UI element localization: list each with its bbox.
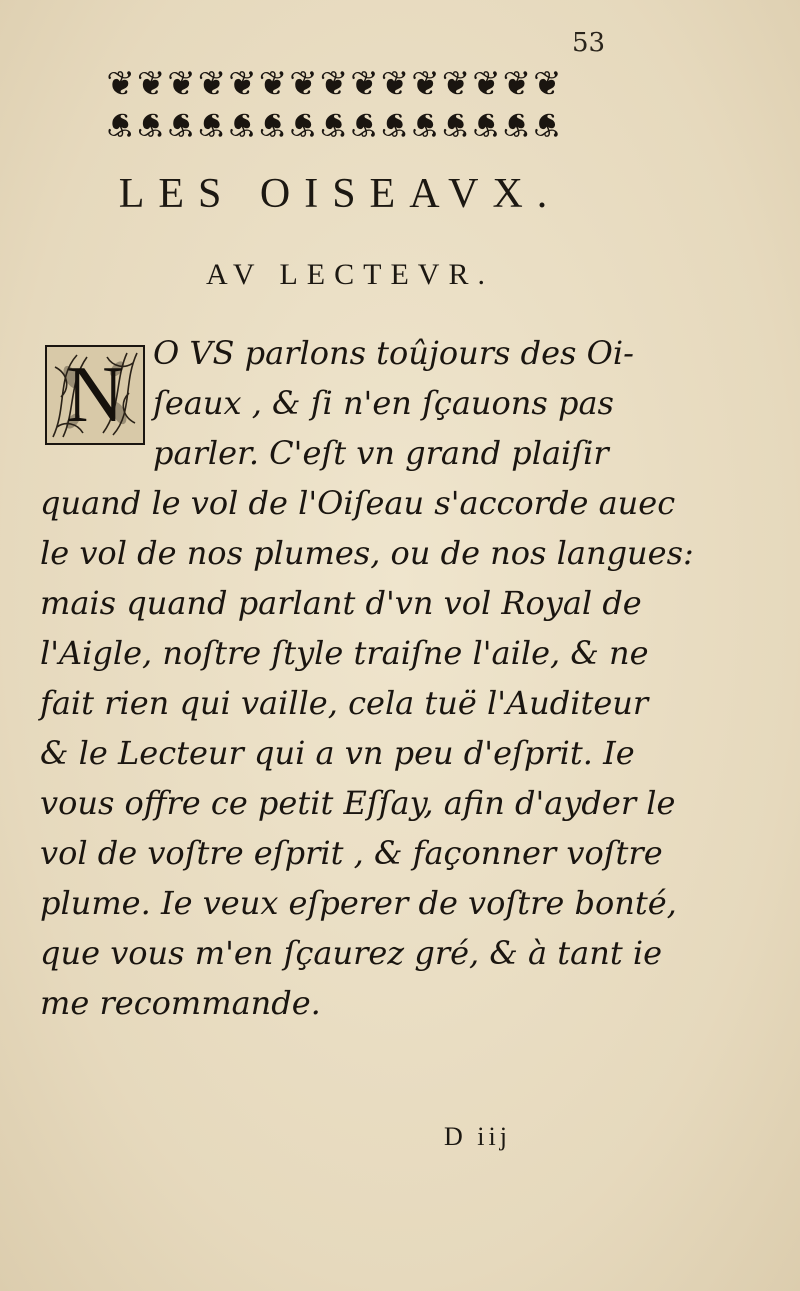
text-line: & le Lecteur qui a vn peu d'eſprit. Ie: [40, 734, 635, 772]
text-line: ſeaux , & ſi n'en ſçauons pas: [153, 384, 614, 422]
text-line: que vous m'en ſçaurez gré, & à tant ie: [40, 934, 663, 972]
text-line: l'Aigle, noſtre ſtyle traiſne l'aile, & ne: [40, 634, 649, 672]
text-line: vol de voſtre eſprit , & façonner voſtre: [40, 834, 663, 872]
text-line: O VS parlons toûjours des Oi-: [153, 334, 634, 372]
text-line: mais quand parlant d'vn vol Royal de: [40, 584, 642, 622]
chapter-subtitle: AV LECTEVR.: [206, 258, 494, 291]
body-text: [40, 328, 694, 1028]
chapter-title: LES OISEAVX.: [118, 171, 562, 217]
page-number: 53: [572, 28, 606, 58]
headpiece-ornament: [40, 64, 630, 144]
text-line: le vol de nos plumes, ou de nos langues:: [40, 534, 694, 572]
text-line: plume. Ie veux eſperer de voſtre bonté,: [40, 884, 677, 922]
text-line: parler. C'eſt vn grand plaiſir: [153, 434, 609, 472]
ornament-row-top: ❦❦❦❦❦❦❦❦❦❦❦❦❦❦❦: [106, 64, 564, 104]
drop-cap-letter: N: [66, 351, 124, 439]
signature-mark: D iij: [444, 1122, 511, 1151]
text-line: me recommande.: [40, 984, 321, 1022]
text-line: quand le vol de l'Oiſeau s'accorde auec: [40, 484, 676, 522]
text-line: vous offre ce petit Eſſay, afin d'ayder le: [40, 784, 676, 822]
text-line: fait rien qui vaille, cela tuë l'Auditeur: [40, 684, 649, 722]
ornament-row-bottom: ❦❦❦❦❦❦❦❦❦❦❦❦❦❦❦: [106, 104, 564, 144]
